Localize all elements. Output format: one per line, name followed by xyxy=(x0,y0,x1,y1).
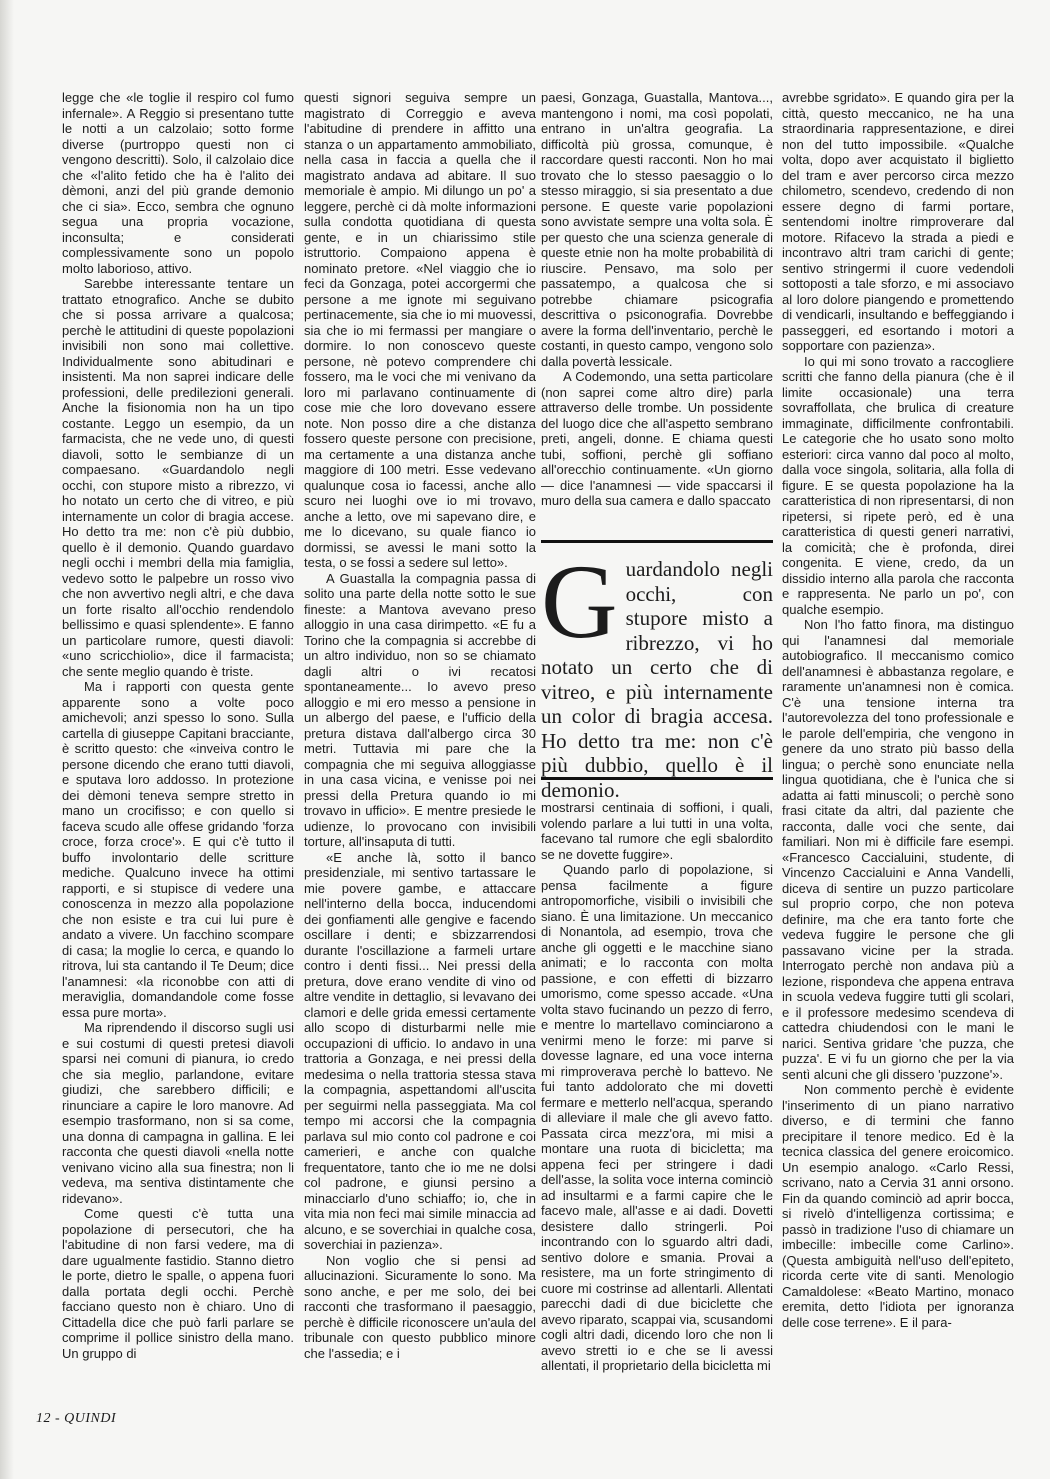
text-column-4 xyxy=(782,90,1014,1402)
paragraph: Come questi c'è tutta una popolazione di persecutori, che ha l'abitudine di non farsi vedere, ma di dare ugualmente fastidio. Stanno dietro le porte, dietro le spalle, o appena fuori dalla portata degli occhi. Perchè facciano questo non è chiaro. Uno di Cittadella dice che può farli parlare se comprime il pollice sinistro della mano. Un gruppo di xyxy=(62,1206,294,1361)
paragraph: A Codemondo, una setta particolare (non saprei come altro dire) parla attraverso delle trombe. Un possidente del luogo dice che all'aspetto sembrano preti, angeli, donne. E chiama questi tubi, soffioni, perchè gli soffiano all'orecchio continuamente. «Un giorno — dice l'anamnesi — vide spaccarsi il muro della sua camera e dallo spaccato xyxy=(541,369,773,508)
pull-quote xyxy=(541,540,773,802)
paragraph: Io qui mi sono trovato a raccogliere scritti che fanno della pianura (che è il limite occasionale) una terra sovraffollata, che brulica di creature immaginate, difficilmente confrontabili. Le categorie che ho usato sono molto esteriori: circa vanno dal poco al molto, dalla voce singola, solitaria, alla folla di figure. E se questa popolazione ha la caratteristica di non ripresentarsi, di non ripetersi, si ripete però, ed è una caratteristica di questi generi narrativi, la comicità; che è profonda, direi congenita. E viene, credo, da un dissidio interno alla parola che racconta e rappresenta. Ne parlo un po', con qualche esempio. xyxy=(782,353,1014,617)
paragraph: legge che «le toglie il respiro col fumo infernale». A Reggio si presentano tutte le notti a un calzolaio; sotto forme diverse (purtroppo questi non ci vengono descritti). Solo, il calzolaio dice che «l'alito fetido che ha è l'alito dei dèmoni, anzi del più grande demonio che ci sia». Ecco, sembra che ognuno segua una propria vocazione, inconsulta; e considerati complessivamente sono un popolo molto laborioso, attivo. xyxy=(62,90,294,276)
page-folio: 12 - QUINDI xyxy=(36,1411,117,1426)
page-binding-shadow xyxy=(0,0,14,1479)
paragraph: paesi, Gonzaga, Guastalla, Mantova..., mantengono i nomi, ma così popolati, entrano in un'altra geografia. La difficoltà più grossa, comunque, è raccordare questi racconti. Non ho mai trovato che lo stesso paesaggio o lo stesso miraggio, si sia presentato a due persone. E queste varie popolazioni sono avvistate sempre una volta sola. È per questo che una scienza generale di queste etnie non ha molte probabilità di riuscire. Pensavo, ma solo per passatempo, a qualcosa che si potrebbe chiamare psicografia descrittiva o psiconografia. Dovrebbe avere la forma dell'inventario, perchè le costanti, in questo campo, vengono solo dalla povertà lessicale. xyxy=(541,90,773,369)
paragraph: Non commento perchè è evidente l'inserimento di un piano narrativo diverso, e di termini che fanno precipitare il tenore medico. Ed è la tecnica classica del genere eroicomico. Un esempio analogo. «Carlo Ressi, scrivano, nato a Cervia 31 anni orsono. Fin da quando cominciò ad aprir bocca, si rivelò d'intelligenza cortissima; e passò in tradizione l'uso di chiamare un imbecille: imbecille come Carlino». (Questa ambiguità nell'uso dell'epiteto, ricorda certe vite di santi. Menologio Camaldolese: «Beato Martino, monaco eremita, detto l'idiota per ignoranza delle cose terrene». E il para- xyxy=(782,1082,1014,1330)
paragraph: Sarebbe interessante tentare un trattato etnografico. Anche se dubito che si possa arrivare a qualcosa; perchè le attitudini di queste popolazioni invisibili non sono mai collettive. Individualmente sono abitudinari e insistenti. Ma non saprei indicare delle professioni, delle predilezioni generali. Anche la fisionomia non ha un tipo costante. Leggo un esempio, da un farmacista, che ne vede uno, di questi diavoli, sotto le sembianze di un compaesano. «Guardandolo negli occhi, con stupore misto a ribrezzo, vi ho notato un certo che di vitreo, e più internamente un color di bragia accese. Ho detto tra me: non c'è più dubbio, quello è il demonio. Quando guardavo negli occhi i membri della mia famiglia, vedevo sotto le palpebre un rosso vivo che non avvertivo negli altri, e che dava un forte risalto all'occhio rendendolo bellissimo e quasi splendente». E fanno un particolare rumore, questi diavoli: «uno scricchiolio», dice il farmacista; che sente meglio quando è triste. xyxy=(62,276,294,679)
pull-quote-drop-cap: G xyxy=(541,543,618,660)
paragraph: Non l'ho fatto finora, ma distinguo qui l'anamnesi dal memoriale autobiografico. Il meccanismo comico dell'anamnesi è abbastanza regolare, e raramente un'anamnesi non è comica. C'è una tensione interna tra l'autorevolezza del tono professionale e le parole dell'empiria, che vengono in genere da uno strato più basso della lingua; o perchè sono enunciate nella lingua quotidiana, che è l'unica che si adatta ai fatti minuscoli; o perchè sono frasi citate da altri, dal paziente che racconta, dalle voci che sente, dai familiari. Non mi è difficile fare esempi. «Francesco Caccialuini, studente, di Vincenzo Caccialuini e Anna Vandelli, diceva di sentire un puzzo particolare sul proprio corpo, che non poteva definire, ma che era tanto forte che vedeva fuggire le persone che gli passavano vicine per la strada. Interrogato perchè non andava più a lezione, rispondeva che appena entrava in scuola vedeva fuggire tutti gli scolari, e il professore medesimo scendeva di cattedra chiudendosi con le mani le narici. Sentiva gridare 'che puzza, che puzza'. E vi fu un giorno che per la via sentì alcuni che gli dissero 'puzzone'». xyxy=(782,617,1014,1082)
paragraph: Non voglio che si pensi ad allucinazioni. Sicuramente lo sono. Ma sono anche, e per me solo, dei bei racconti che trasformano il paesaggio, perchè è difficile riconoscere un'aula del tribunale con questo pubblico minore che l'assedia; e i xyxy=(304,1252,536,1361)
paragraph: A Guastalla la compagnia passa di solito una parte della notte sotto le sue fineste: a Mantova avevano preso alloggio in una casa dirimpetto. «E fu a Torino che la compagnia si accrebbe di un altro individuo, non so se chiamato dagli altri o ivi recatosi spontaneamente... Io avevo preso alloggio e mi ero messo a pensione in un albergo del paese, e l'ufficio della pretura distava dall'albergo circa 30 metri. Tuttavia mi pare che la compagnia che mi seguiva alloggiasse in una casa vicina, e venisse poi nei pressi della Pretura quando io mi trovavo in ufficio». E mentre presiede le udienze, lo provocano con invisibili torture, all'insaputa di tutti. xyxy=(304,570,536,849)
text-column-1 xyxy=(62,90,294,1402)
paragraph: questi signori seguiva sempre un magistrato di Correggio e aveva l'abitudine di prendere in affitto una stanza o un appartamento ammobiliato, nella casa in faccia a quella che il magistrato andava ad abitare. Il suo memoriale è ampio. Mi dilungo un po' a leggere, perchè ci dà molte informazioni sulla condotta quotidiana di questa gente, e in un chiarissimo stile istruttorio. Compaiono appena è nominato pretore. «Nel viaggio che io feci da Gonzaga, potei accorgermi che persone a me ignote mi seguivano pertinacemente, sia che io mi muovessi, sia che io mi fermassi per mangiare o dormire. Io non conoscevo queste persone, nè potevo comprendere chi fossero, ma le voci che mi venivano da loro mi parlavano continuamente di cose mie che loro dovevano essere note. Non posso dire a che distanza fossero queste persone con precisione, ma certamente a una distanza anche maggiore di 100 metri. Esse vedevano qualunque cosa io facessi, anche allo scuro nei luoghi ove io mi trovavo, anche a letto, ove mi sapevano dire, e me lo dicevano, su quale fianco io dormissi, se avessi le mani sotto la testa, o se fossi a sedere sul letto». xyxy=(304,90,536,570)
paragraph: Ma i rapporti con questa gente apparente sono a volte poco amichevoli; anzi spesso lo sono. Sulla cartella di giuseppe Capitani bracciante, è scritto questo: che «inveiva contro le persone dicendo che erano tutti diavoli, e sputava loro addosso. In protezione dei dèmoni teneva sempre stretto in mano un crocifisso; e con quello si faceva scudo alle offese gridando 'forza croce, forza croce'». E qui c'è tutto il buffo involontario delle scritture mediche. Qualcuno invece ha ottimi rapporti, e si stupisce di vedere una conoscenza in mezzo alla popolazione che non esiste e tra cui lui pure è andato a vivere. Un facchino scompare di casa; la moglie lo cerca, e quando lo ritrova, lui sta cantando il Te Deum; dice l'anamnesi: «la riconobbe con atti di meraviglia, domandandole come fosse essa pure morta». xyxy=(62,679,294,1020)
paragraph: Quando parlo di popolazione, si pensa facilmente a figure antropomorfiche, visibili o invisibili che siano. È una limitazione. Un meccanico di Nonantola, ad esempio, trova che anche gli oggetti e le macchine siano animati; e lo racconta con molta passione, e con effetti di bizzarro umorismo, come spesso accade. «Una volta stavo fucinando un pezzo di ferro, e mentre lo martellavo cominciarono a venirmi meno le forze: mi parve si dovesse lagnare, ed una voce interna mi rimproverava perchè lo battevo. Ne fui tanto addolorato che mi dovetti fermare e metterlo nell'acqua, sperando di alleviare il male che gli avevo fatto. Passata circa mezz'ora, mi misi a montare una ruota di bicicletta; ma appena feci per stringere i dadi dell'asse, la solita voce interna cominciò ad insultarmi e a farmi capire che le facevo male, all'asse e ai dadi. Dovetti desistere dallo stringerli. Poi incontrando con lo sguardo altri dadi, sentivo dolore e smania. Provai a resistere, ma un forte stringimento di cuore mi costrinse ad allentarli. Allentati parecchi dadi di due biciclette che avevo riparato, scappai via, scusandomi cogli altri dadi, dicendo loro che non li avevo stretti io e che se li avessi allentati, il proprietario della bicicletta mi xyxy=(541,862,773,1373)
text-column-3-top xyxy=(541,90,773,530)
pull-quote-text: uardandolo negli occhi, con stupore misto a ribrezzo, vi ho notato un certo che di vitreo, e più internamente un color di bragia accesa. Ho detto tra me: non c'è più dubbio, quello è il demonio. xyxy=(541,557,773,802)
paragraph: avrebbe sgridato». E quando gira per la città, questo meccanico, ne ha una straordinaria rappresentazione, e direi non del tutto impossibile. «Qualche volta, dopo aver acquistato il biglietto del tram e aver percorso circa mezzo chilometro, scendevo, credendo di non essere degno di farmi portare, sentendomi inoltre rimproverare dal motore. Rifacevo la strada a piedi e incontravo altri tram carichi di gente; sentivo stringermi il cuore vedendoli sottoposti a tale sforzo, e mi associavo al loro dolore piangendo e promettendo di vendicarli, insultando e beffeggiando i passeggeri, ed esortando i motori a sopportare con pazienza». xyxy=(782,90,1014,353)
paragraph: «E anche là, sotto il banco presidenziale, mi sentivo tartassare le mie povere gambe, e attaccare nell'interno della bocca, inducendomi dei gonfiamenti alle gengive e facendo oscillare i denti; e sbizzarrendosi durante l'oscillazione a farmeli urtare contro i denti fissi... Nei pressi della pretura, dove erano vendite di vino od altre vendite in dettaglio, si levavano dei clamori e delle grida emessi certamente allo scopo di disturbarmi nelle mie occupazioni di ufficio. Io andavo in una trattoria a Gonzaga, e nei pressi della medesima o nella trattoria stessa stava la compagnia, aspettandomi all'uscita per seguirmi nella passeggiata. Ma col tempo mi accorsi che la compagnia parlava sul mio conto col padrone e coi camerieri, e anche con qualche frequentatore, tanto che io me ne dolsi col padrone, e giunsi persino a minacciarlo d'uno schiaffo; io, che in vita mia non feci mai simile minaccia ad alcuno, e se soverchiai in qualche cosa, soverchiai in pazienza». xyxy=(304,849,536,1252)
paragraph: mostrarsi centinaia di soffioni, i quali, volendo parlare a lui tutti in una volta, facevano tal rumore che egli sbalordito se ne dovette fuggire». xyxy=(541,800,773,862)
text-column-3-bottom xyxy=(541,800,773,1402)
text-column-2 xyxy=(304,90,536,1402)
paragraph: Ma riprendendo il discorso sugli usi e sui costumi di questi pretesi diavoli sparsi nei comuni di pianura, io credo che sia meglio, parlandone, evitare giudizi, che sarebbero difficili; e rinunciare a capire le loro manovre. Ad esempio trasformano, non si sa come, una donna di campagna in gallina. E lei racconta che questi diavoli «nella notte venivano vicino alla sua finestra; non li vedeva, ma sentiva distintamente che ridevano». xyxy=(62,1020,294,1206)
